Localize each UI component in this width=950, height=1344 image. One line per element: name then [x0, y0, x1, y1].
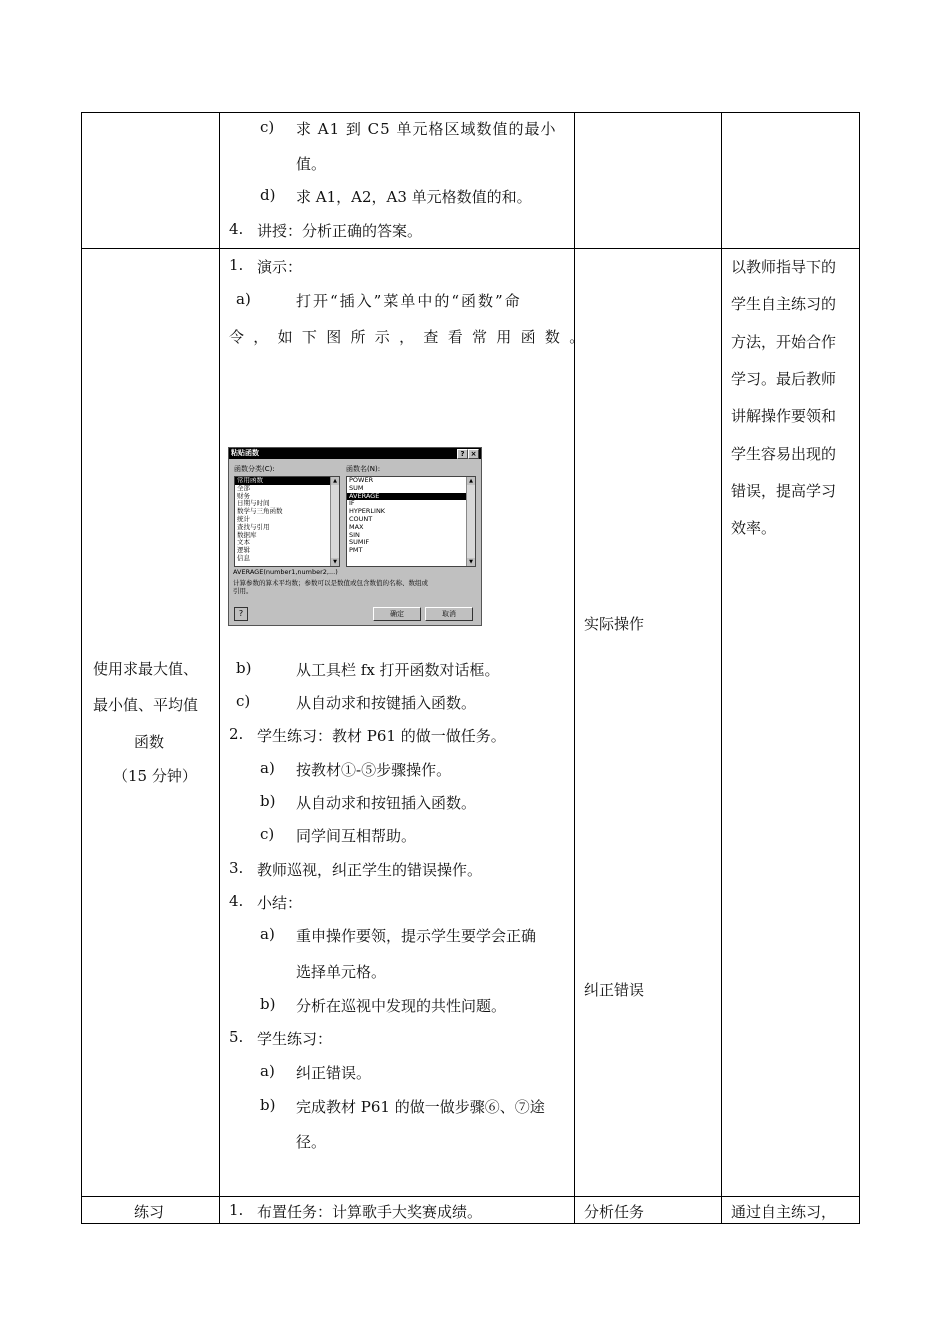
table-col-line: [721, 112, 722, 1224]
scroll-up-icon[interactable]: ▲: [331, 477, 339, 485]
design-intent-line: 效率。: [731, 519, 777, 538]
topic-line: 函数: [134, 733, 165, 751]
design-intent-line: 学习。最后教师: [731, 369, 837, 388]
activity-label: 实际操作: [584, 615, 645, 633]
category-item[interactable]: 逻辑: [237, 546, 250, 555]
list-marker: a): [236, 290, 251, 308]
category-item[interactable]: 数据库: [237, 530, 257, 539]
list-marker: c): [260, 118, 275, 136]
list-marker: a): [260, 925, 275, 943]
list-item-text: 从自动求和按钮插入函数。: [296, 794, 477, 812]
category-item[interactable]: 查找与引用: [237, 522, 270, 531]
list-marker: 5.: [229, 1028, 244, 1046]
topic-line: 使用求最大值、: [93, 660, 199, 678]
list-item-text: 按教材①-⑤步骤操作。: [296, 761, 452, 779]
list-marker: d): [260, 186, 276, 204]
list-item-text: 同学间互相帮助。: [296, 827, 417, 845]
activity-label: 纠正错误: [584, 981, 645, 999]
scroll-up-icon[interactable]: ▲: [467, 477, 475, 485]
table-border-bottom: [81, 1223, 860, 1224]
list-item-text: 从自动求和按键插入函数。: [296, 694, 477, 712]
function-description: 计算参数的算术平均数；参数可以是数值或包含数值的名称、数组或: [233, 579, 428, 587]
list-marker: b): [260, 792, 276, 810]
category-list[interactable]: [234, 476, 340, 567]
category-item[interactable]: 财务: [237, 491, 250, 500]
table-border-top: [81, 112, 860, 113]
list-item-text: 从工具栏 fx 打开函数对话框。: [296, 661, 500, 679]
function-item[interactable]: SUM: [349, 483, 364, 492]
design-intent-line: 学生容易出现的: [731, 444, 837, 463]
scroll-down-icon[interactable]: ▼: [467, 558, 475, 566]
list-item-text: 分析在巡视中发现的共性问题。: [296, 997, 507, 1015]
list-marker: 3.: [229, 859, 244, 877]
design-intent-line: 方法，开始合作: [731, 332, 837, 351]
topic-line: 最小值、平均值: [93, 696, 199, 714]
list-marker: c): [236, 692, 251, 710]
list-marker: b): [236, 659, 252, 677]
category-label: 函数分类(C):: [234, 465, 275, 473]
list-item-text: 选择单元格。: [296, 963, 387, 981]
list-item-text: 求 A1，A2，A3 单元格数值的和。: [296, 188, 532, 206]
design-intent-line: 学生自主练习的: [731, 295, 837, 314]
category-item[interactable]: 统计: [237, 514, 250, 523]
list-item-text: 纠正错误。: [296, 1064, 372, 1082]
list-item-text: 学生练习：教材 P61 的做一做任务。: [257, 727, 506, 745]
table-row-divider: [81, 248, 860, 249]
list-marker: a): [260, 1062, 275, 1080]
list-item-text: 布置任务：计算歌手大奖赛成绩。: [257, 1203, 483, 1221]
design-intent-line: 讲解操作要领和: [731, 407, 837, 426]
function-list[interactable]: [346, 476, 476, 567]
close-button[interactable]: ×: [468, 449, 479, 459]
list-item-text: 求 A1 到 C5 单元格区域数值的最小: [296, 120, 557, 138]
list-marker: c): [260, 825, 275, 843]
list-marker: a): [260, 759, 275, 777]
scroll-down-icon[interactable]: ▼: [331, 558, 339, 566]
function-item[interactable]: SIN: [349, 530, 360, 539]
ok-button[interactable]: 确定: [373, 607, 421, 621]
design-intent-line: 通过自主练习，: [731, 1203, 837, 1221]
dialog-title: [229, 448, 481, 459]
list-item-text: 小结：: [257, 894, 303, 912]
list-item-text: 讲授：分析正确的答案。: [257, 222, 423, 240]
function-item[interactable]: IF: [349, 499, 355, 508]
category-item[interactable]: 全部: [237, 483, 250, 492]
table-col-line: [859, 112, 860, 1224]
table-col-line: [219, 112, 220, 1224]
function-item[interactable]: COUNT: [349, 514, 373, 523]
function-name-label: 函数名(N):: [346, 465, 381, 473]
function-item[interactable]: HYPERLINK: [349, 507, 386, 516]
list-item-text: 令，如下图所示，查看常用函数。: [229, 328, 594, 346]
function-item[interactable]: MAX: [349, 522, 364, 531]
list-item-text: 径。: [296, 1133, 327, 1151]
list-item-text: 值。: [296, 155, 327, 173]
list-marker: 1.: [229, 1201, 244, 1219]
design-intent-line: 以教师指导下的: [731, 258, 837, 276]
list-item-text: 演示：: [257, 258, 303, 276]
design-intent-line: 错误，提高学习: [731, 481, 837, 500]
scrollbar[interactable]: [330, 477, 339, 566]
paste-function-dialog: [228, 447, 482, 626]
topic-duration: （15 分钟）: [113, 767, 197, 785]
cancel-button[interactable]: 取消: [425, 607, 473, 621]
list-item-text: 完成教材 P61 的做一做步骤⑥、⑦途: [296, 1098, 545, 1116]
list-marker: b): [260, 995, 276, 1013]
list-item-text: 教师巡视，纠正学生的错误操作。: [257, 861, 483, 879]
list-marker: 1.: [229, 256, 244, 274]
list-marker: 4.: [229, 220, 244, 238]
function-description: 引用。: [233, 587, 253, 595]
table-col-line: [81, 112, 82, 1224]
function-item[interactable]: PMT: [349, 546, 363, 555]
help-icon[interactable]: ?: [234, 607, 248, 621]
help-button[interactable]: ?: [457, 449, 468, 459]
table-row-divider: [81, 1196, 860, 1197]
list-item-text: 重申操作要领，提示学生要学会正确: [296, 927, 537, 945]
row-title: 练习: [134, 1203, 165, 1221]
activity-label: 分析任务: [584, 1203, 645, 1221]
category-item[interactable]: 信息: [237, 553, 250, 562]
list-marker: b): [260, 1096, 276, 1114]
list-marker: 2.: [229, 725, 244, 743]
function-item[interactable]: POWER: [349, 476, 374, 484]
function-item[interactable]: AVERAGE: [347, 493, 475, 501]
scrollbar[interactable]: [466, 477, 475, 566]
category-item[interactable]: 常用函数: [235, 477, 339, 485]
function-syntax: AVERAGE(number1,number2,...): [233, 568, 338, 576]
list-item-text: 打开“插入”菜单中的“函数”命: [296, 292, 522, 310]
table-col-line: [574, 112, 575, 1224]
category-item[interactable]: 数学与三角函数: [237, 507, 283, 516]
list-marker: 4.: [229, 892, 244, 910]
list-item-text: 学生练习：: [257, 1030, 333, 1048]
function-item[interactable]: SUMIF: [349, 538, 370, 547]
dialog-title-text: 粘贴函数: [231, 449, 259, 457]
category-item[interactable]: 日期与时间: [237, 499, 270, 508]
category-item[interactable]: 文本: [237, 538, 250, 547]
